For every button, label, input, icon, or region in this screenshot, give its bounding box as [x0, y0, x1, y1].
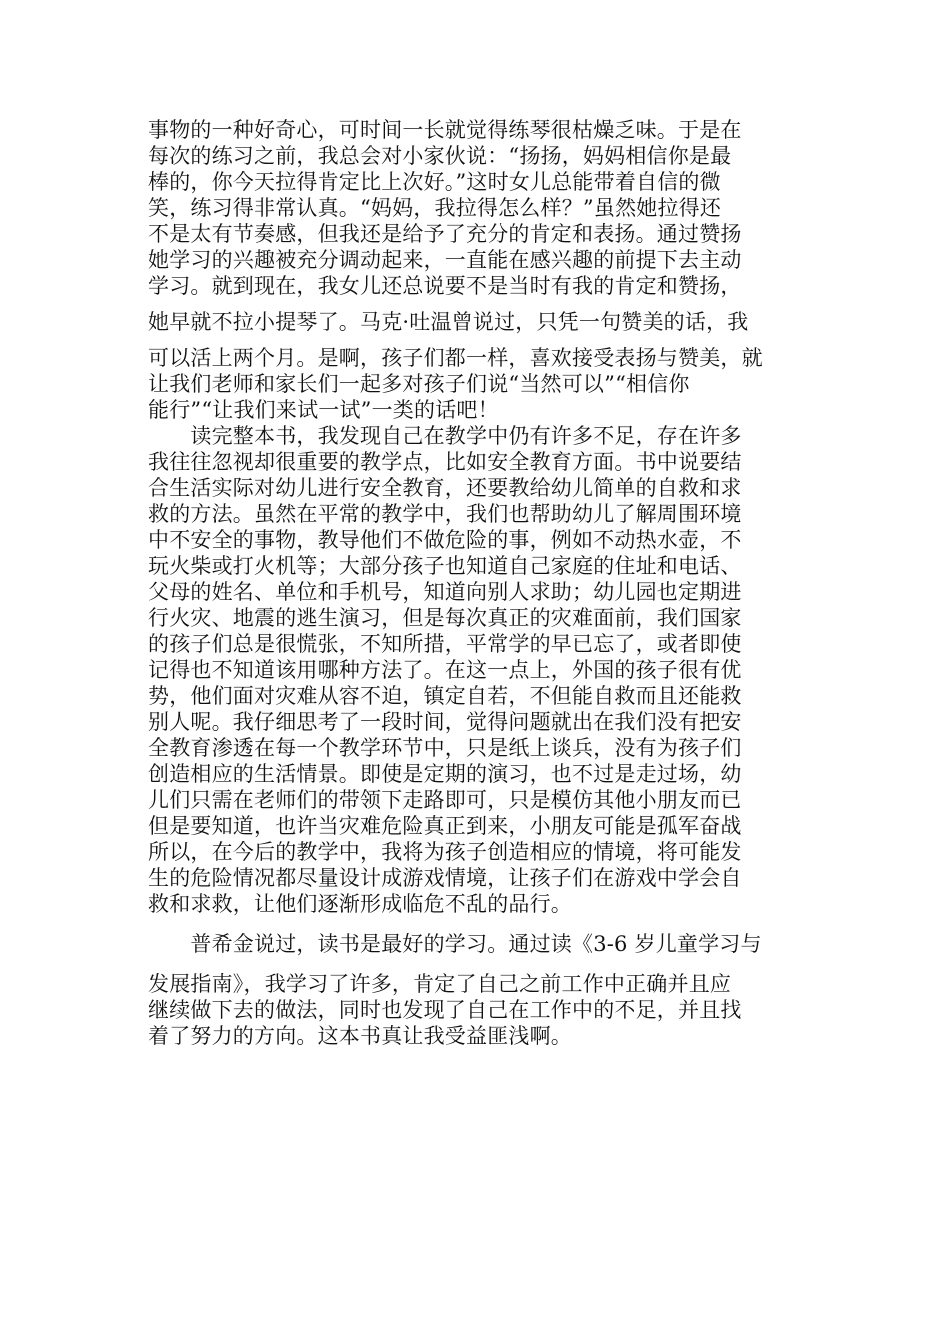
text-line: 儿们只需在老师们的带领下走路即可，只是模仿其他小朋友而已 [148, 788, 742, 812]
text-line: 着了努力的方向。这本书真让我受益匪浅啊。 [148, 1024, 572, 1048]
text-line: 合生活实际对幼儿进行安全教育，还要教给幼儿简单的自救和求 [148, 476, 742, 500]
text-line: 救的方法。虽然在平常的教学中，我们也帮助幼儿了解周围环境 [148, 502, 742, 526]
text-line: 学习。就到现在，我女儿还总说要不是当时有我的肯定和赞扬， [148, 274, 742, 298]
text-line: 中不安全的事物，教导他们不做危险的事，例如不动热水壶，不 [148, 528, 742, 552]
text-line: 读完整本书，我发现自己在教学中仍有许多不足，存在许多 [148, 424, 742, 448]
text-line: 玩火柴或打火机等；大部分孩子也知道自己家庭的住址和电话、 [148, 554, 742, 578]
text-line: 所以，在今后的教学中，我将为孩子创造相应的情境，将可能发 [148, 840, 742, 864]
document-body [148, 117, 808, 1049]
text-line: 让我们老师和家长们一起多对孩子们说“当然可以”“相信你 [148, 372, 690, 396]
text-line: 每次的练习之前，我总会对小家伙说：“扬扬，妈妈相信你是最 [148, 144, 732, 168]
text-line: 不是太有节奏感，但我还是给予了充分的肯定和表扬。通过赞扬 [148, 222, 742, 246]
text-line: 全教育渗透在每一个教学环节中，只是纸上谈兵，没有为孩子们 [148, 736, 742, 760]
text-line: 可以活上两个月。是啊，孩子们都一样，喜欢接受表扬与赞美，就 [148, 346, 763, 370]
text-line: 棒的，你今天拉得肯定比上次好。”这时女儿总能带着自信的微 [148, 170, 721, 194]
text-line: 事物的一种好奇心，可时间一长就觉得练琴很枯燥乏味。于是在 [148, 118, 742, 142]
text-line: 别人呢。我仔细思考了一段时间，觉得问题就出在我们没有把安 [148, 710, 742, 734]
text-line: 能行”“让我们来试一试”一类的话吧！ [148, 398, 499, 422]
text-line: 生的危险情况都尽量设计成游戏情境，让孩子们在游戏中学会自 [148, 866, 742, 890]
text-line: 她早就不拉小提琴了。马克·吐温曾说过，只凭一句赞美的话，我 [148, 310, 749, 334]
text-line: 的孩子们总是很慌张，不知所措，平常学的早已忘了，或者即使 [148, 632, 742, 656]
text-line: 救和求救，让他们逐渐形成临危不乱的品行。 [148, 892, 572, 916]
text-line: 行火灾、地震的逃生演习，但是每次真正的灾难面前，我们国家 [148, 606, 742, 630]
text-line: 她学习的兴趣被充分调动起来，一直能在感兴趣的前提下去主动 [148, 248, 742, 272]
text-line: 势，他们面对灾难从容不迫，镇定自若，不但能自救而且还能救 [148, 684, 742, 708]
text-line: 发展指南》，我学习了许多，肯定了自己之前工作中正确并且应 [148, 972, 732, 996]
text-line: 创造相应的生活情景。即使是定期的演习，也不过是走过场，幼 [148, 762, 742, 786]
text-line: 继续做下去的做法，同时也发现了自己在工作中的不足，并且找 [148, 998, 742, 1022]
text-line: 笑，练习得非常认真。“妈妈，我拉得怎么样？”虽然她拉得还 [148, 196, 722, 220]
text-line: 但是要知道，也许当灾难危险真正到来，小朋友可能是孤军奋战 [148, 814, 742, 838]
text-line: 普希金说过，读书是最好的学习。通过读《3-6 岁儿童学习与 [148, 932, 762, 956]
text-line: 我往往忽视却很重要的教学点，比如安全教育方面。书中说要结 [148, 450, 742, 474]
text-line: 父母的姓名、单位和手机号，知道向别人求助；幼儿园也定期进 [148, 580, 742, 604]
text-line: 记得也不知道该用哪种方法了。在这一点上，外国的孩子很有优 [148, 658, 742, 682]
